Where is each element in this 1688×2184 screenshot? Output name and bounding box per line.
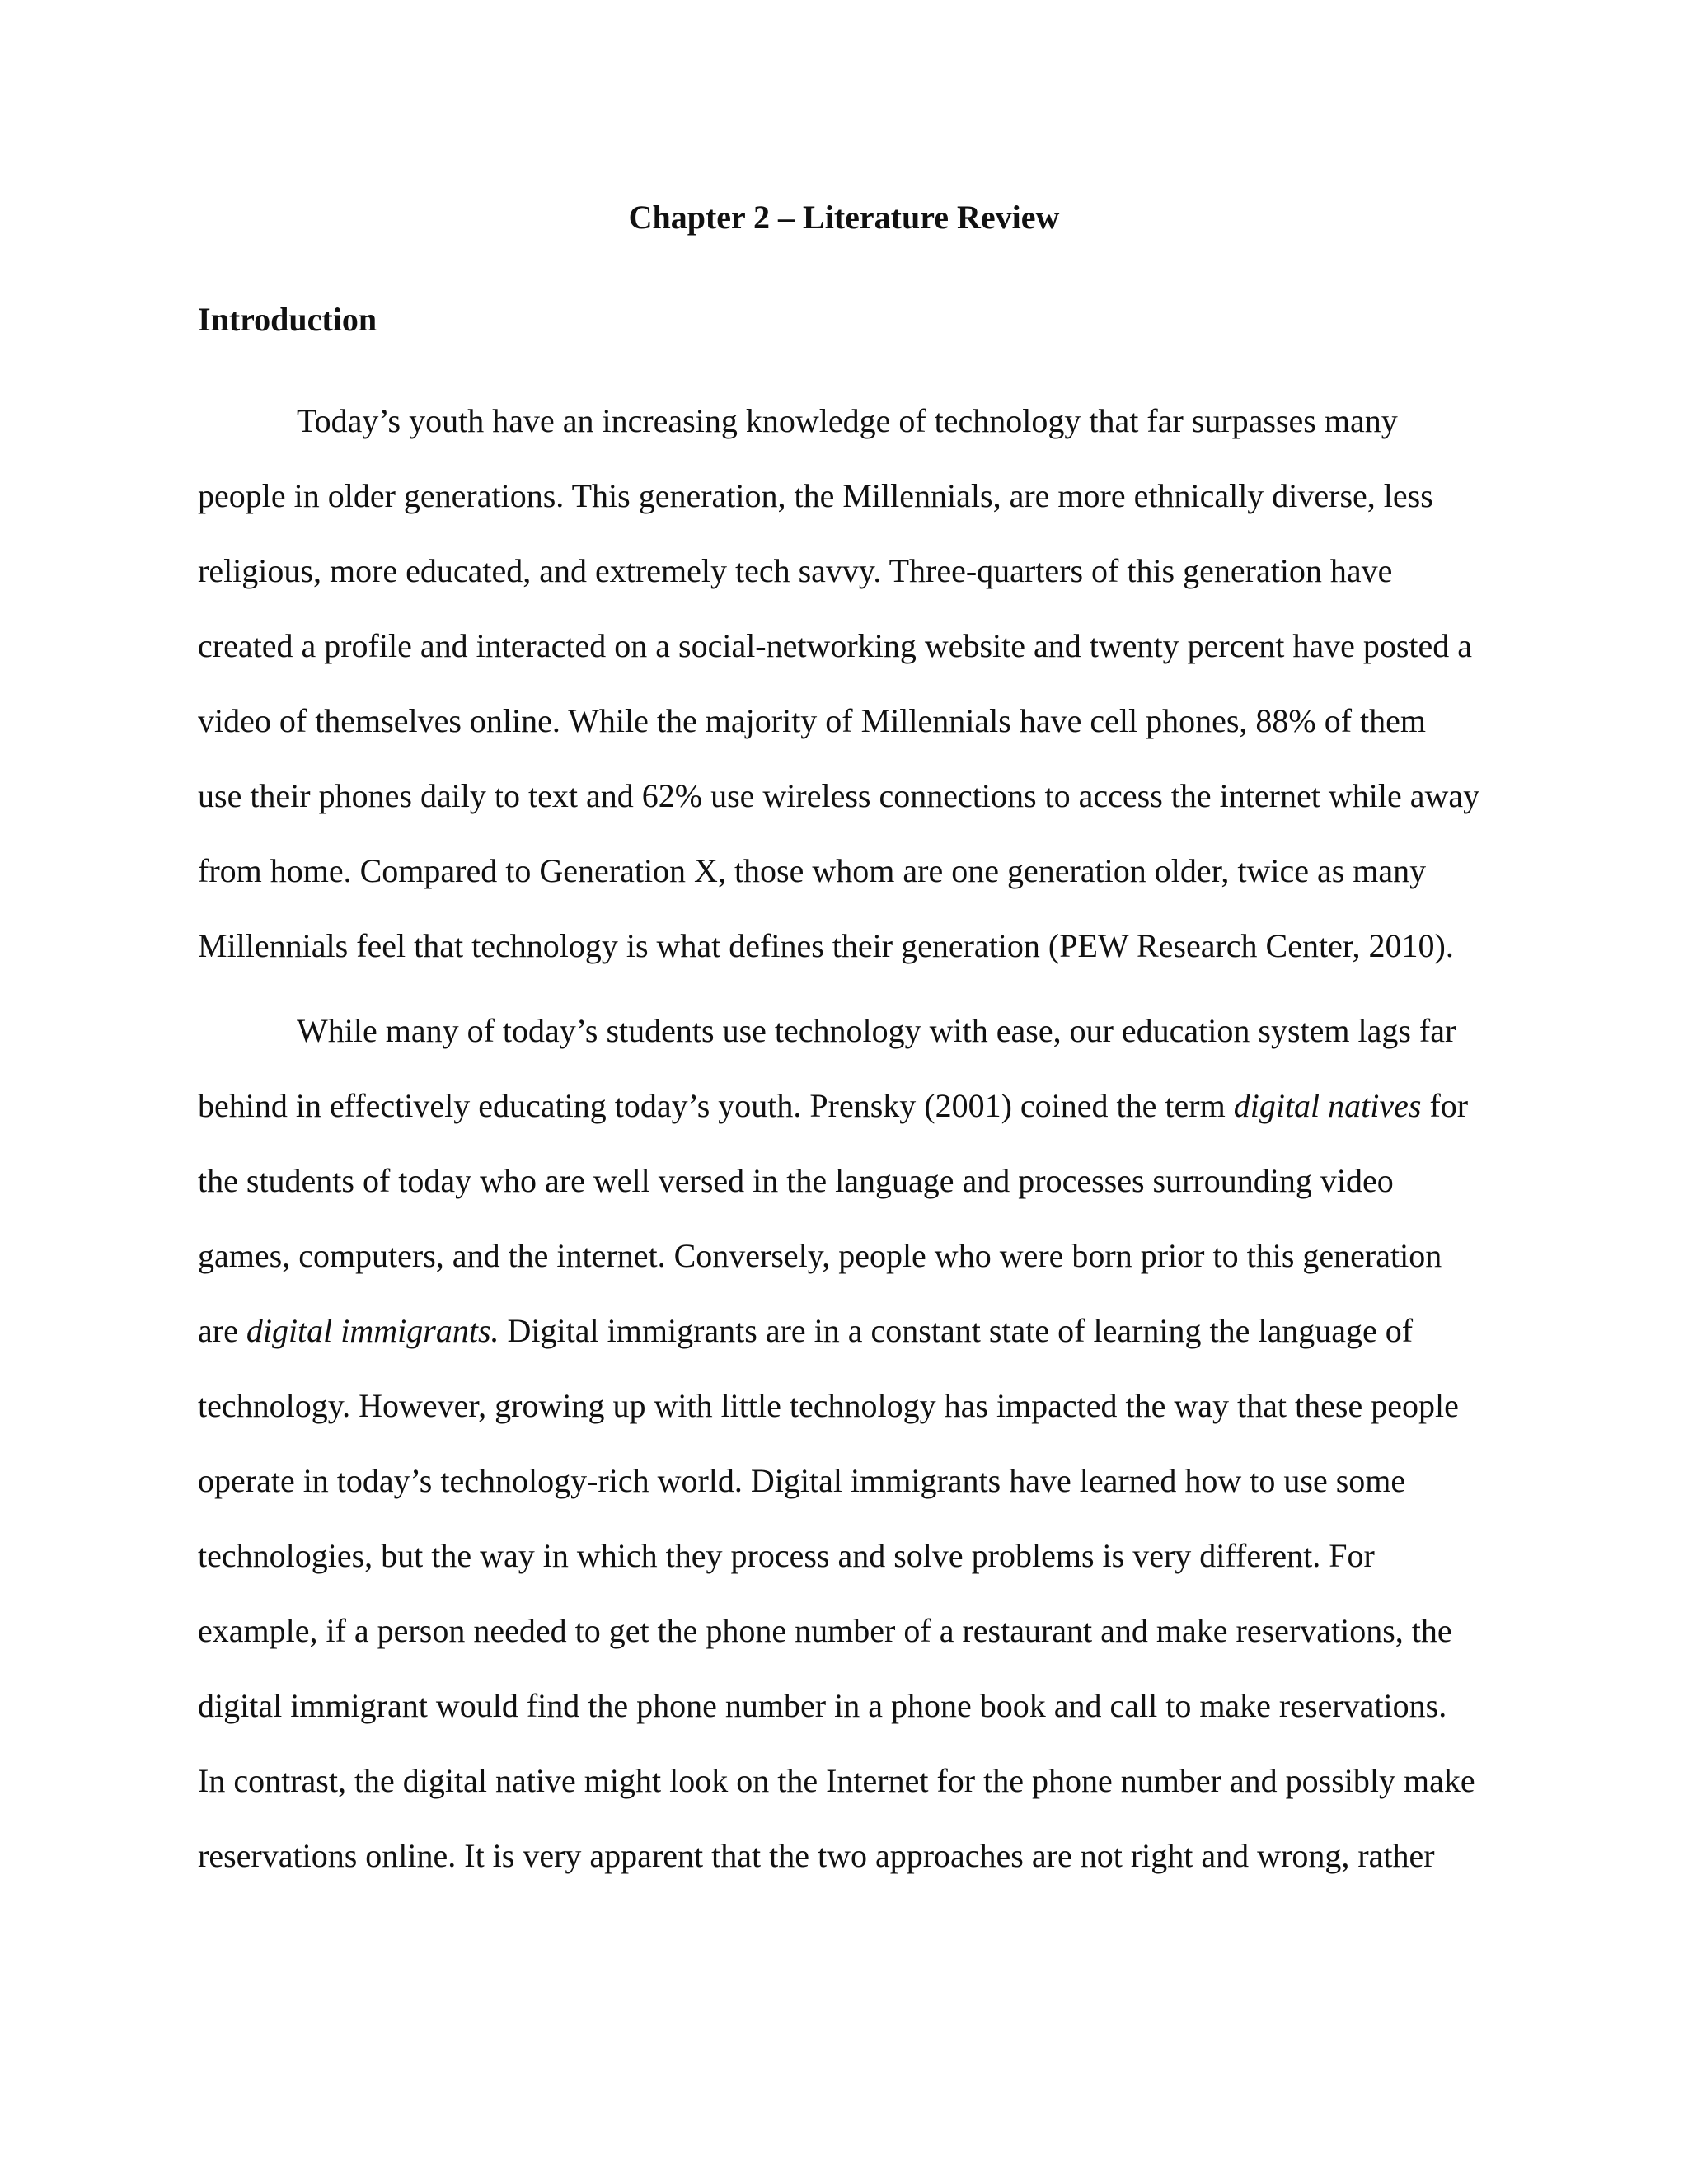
- chapter-title: Chapter 2 – Literature Review: [628, 199, 1060, 236]
- paragraph-2-line-7: operate in today’s technology-rich world. Digital immigrants have learned how to use some: [198, 1462, 1406, 1499]
- paragraph-2-line-5-text-before: are: [198, 1312, 246, 1349]
- paragraph-2-line-10: digital immigrant would find the phone number in a phone book and call to make reservations.: [198, 1687, 1447, 1724]
- paragraph-1-line-3: religious, more educated, and extremely tech savvy. Three-quarters of this generation have: [198, 552, 1393, 589]
- paragraph-2-line-11: In contrast, the digital native might look on the Internet for the phone number and possibly make: [198, 1762, 1475, 1799]
- paragraph-2-line-6: technology. However, growing up with little technology has impacted the way that these people: [198, 1387, 1459, 1424]
- paragraph-1-line-1: Today’s youth have an increasing knowledge of technology that far surpasses many: [297, 402, 1398, 439]
- paragraph-2-line-2-text-before: behind in effectively educating today’s youth. Prensky (2001) coined the term: [198, 1087, 1234, 1124]
- term-digital-natives: digital natives: [1233, 1087, 1422, 1124]
- paragraph-1-line-4: created a profile and interacted on a social-networking website and twenty percent have posted a: [198, 627, 1473, 664]
- paragraph-2-line-5-text-after: Digital immigrants are in a constant state of learning the language of: [499, 1312, 1414, 1349]
- paragraph-2-line-3: the students of today who are well versed in the language and processes surrounding video: [198, 1162, 1394, 1199]
- paragraph-1-line-8: Millennials feel that technology is what defines their generation (PEW Research Center, 2010).: [198, 927, 1454, 964]
- paragraph-2-line-2: [198, 1085, 1558, 1127]
- paragraph-2-line-1: While many of today’s students use technology with ease, our education system lags far: [297, 1012, 1456, 1049]
- paragraph-2-line-2-text-after: for: [1421, 1087, 1469, 1124]
- paragraph-1-line-7: from home. Compared to Generation X, those whom are one generation older, twice as many: [198, 852, 1427, 889]
- paragraph-2-line-12: reservations online. It is very apparent that the two approaches are not right and wrong, rather: [198, 1837, 1435, 1874]
- paragraph-1-line-6: use their phones daily to text and 62% use wireless connections to access the internet while away: [198, 777, 1480, 814]
- paragraph-2-line-9: example, if a person needed to get the phone number of a restaurant and make reservations, the: [198, 1612, 1452, 1649]
- paragraph-1-line-5: video of themselves online. While the majority of Millennials have cell phones, 88% of them: [198, 702, 1427, 739]
- section-heading-introduction: Introduction: [198, 301, 377, 338]
- term-digital-immigrants: digital immigrants.: [246, 1312, 499, 1349]
- paragraph-2-line-8: technologies, but the way in which they process and solve problems is very different. For: [198, 1537, 1375, 1574]
- paragraph-2-line-4: games, computers, and the internet. Conversely, people who were born prior to this generation: [198, 1237, 1442, 1274]
- paragraph-2-line-5: [198, 1310, 1558, 1352]
- paragraph-1-line-2: people in older generations. This generation, the Millennials, are more ethnically diverse, less: [198, 477, 1433, 514]
